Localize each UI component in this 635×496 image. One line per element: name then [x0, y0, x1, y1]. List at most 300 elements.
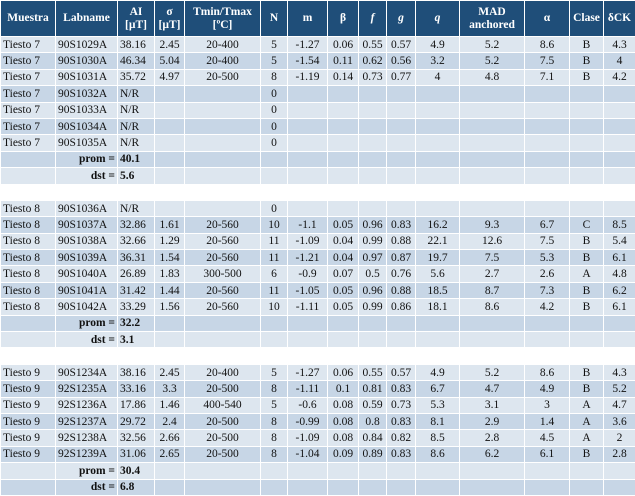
cell-beta: 0.08 [328, 430, 359, 446]
cell-mad: 6.2 [460, 446, 525, 462]
summary-empty-cell [155, 151, 185, 167]
cell-g [387, 135, 416, 151]
cell-beta: 0.07 [328, 266, 359, 282]
cell-m: -1.27 [288, 364, 328, 380]
cell-f [359, 200, 387, 216]
cell-m: -1.09 [288, 233, 328, 249]
cell-dck: 5.2 [604, 381, 635, 397]
cell-f: 0.96 [359, 282, 387, 298]
summary-empty-cell [155, 315, 185, 331]
cell-tmin: 20-560 [185, 299, 261, 315]
cell-n: 8 [261, 430, 288, 446]
cell-ai: 31.06 [118, 446, 155, 462]
cell-mad: 8.6 [460, 299, 525, 315]
cell-f: 0.62 [359, 53, 387, 69]
cell-f: 0.89 [359, 446, 387, 462]
cell-clase [570, 118, 604, 134]
cell-muestra: Tiesto 7 [1, 102, 56, 118]
cell-muestra: Tiesto 8 [1, 200, 56, 216]
summary-empty-cell [460, 332, 525, 348]
summary-empty-cell [604, 332, 635, 348]
cell-labname: 92S1235A [56, 381, 118, 397]
cell-muestra: Tiesto 7 [1, 135, 56, 151]
summary-empty-cell [460, 479, 525, 495]
cell-ai: 31.42 [118, 282, 155, 298]
summary-value: 6.8 [118, 479, 155, 495]
cell-mad: 2.7 [460, 266, 525, 282]
cell-q [416, 118, 460, 134]
cell-q: 18.1 [416, 299, 460, 315]
cell-labname: 90S1041A [56, 282, 118, 298]
cell-sigma: 2.66 [155, 430, 185, 446]
spacer-row [1, 184, 635, 200]
cell-sigma: 2.45 [155, 37, 185, 53]
cell-q [416, 200, 460, 216]
cell-tmin [185, 86, 261, 102]
cell-g: 0.73 [387, 397, 416, 413]
cell-f: 0.8 [359, 413, 387, 429]
cell-tmin: 20-400 [185, 53, 261, 69]
cell-clase: A [570, 430, 604, 446]
cell-labname: 90S1032A [56, 86, 118, 102]
cell-sigma: 3.3 [155, 381, 185, 397]
cell-sigma: 1.46 [155, 397, 185, 413]
cell-q: 16.2 [416, 217, 460, 233]
cell-ai: 38.16 [118, 37, 155, 53]
cell-tmin: 20-500 [185, 446, 261, 462]
summary-empty-cell [387, 479, 416, 495]
cell-n: 11 [261, 282, 288, 298]
cell-n: 6 [261, 266, 288, 282]
cell-clase: A [570, 266, 604, 282]
cell-n: 8 [261, 446, 288, 462]
cell-g [387, 118, 416, 134]
summary-empty-cell [460, 463, 525, 479]
cell-muestra: Tiesto 8 [1, 250, 56, 266]
cell-g: 0.86 [387, 299, 416, 315]
cell-mad: 5.2 [460, 37, 525, 53]
cell-m [288, 102, 328, 118]
header-ai: AI [µT] [118, 1, 155, 37]
cell-alpha: 2.6 [525, 266, 570, 282]
summary-value: 32.2 [118, 315, 155, 331]
cell-q [416, 135, 460, 151]
cell-q: 4.9 [416, 37, 460, 53]
cell-clase: C [570, 217, 604, 233]
cell-m [288, 86, 328, 102]
cell-q: 8.1 [416, 413, 460, 429]
cell-f: 0.81 [359, 381, 387, 397]
cell-mad [460, 135, 525, 151]
summary-empty-cell [460, 315, 525, 331]
cell-ai: N/R [118, 86, 155, 102]
cell-f: 0.59 [359, 397, 387, 413]
summary-empty-cell [155, 463, 185, 479]
cell-tmin: 20-400 [185, 37, 261, 53]
cell-alpha: 4.9 [525, 381, 570, 397]
cell-muestra: Tiesto 7 [1, 118, 56, 134]
summary-empty-cell [570, 479, 604, 495]
table-row [1, 102, 635, 118]
cell-alpha [525, 135, 570, 151]
cell-labname: 90S1030A [56, 53, 118, 69]
cell-mad: 8.7 [460, 282, 525, 298]
summary-empty-cell [155, 479, 185, 495]
cell-m: -1.1 [288, 217, 328, 233]
cell-labname: 90S1040A [56, 266, 118, 282]
summary-empty-cell [328, 332, 359, 348]
cell-n: 5 [261, 37, 288, 53]
table-row [1, 430, 635, 446]
cell-muestra: Tiesto 8 [1, 266, 56, 282]
cell-dck: 4 [604, 53, 635, 69]
cell-beta [328, 118, 359, 134]
cell-sigma: 2.45 [155, 364, 185, 380]
cell-sigma [155, 102, 185, 118]
summary-empty-cell [460, 168, 525, 184]
cell-dck: 4.8 [604, 266, 635, 282]
summary-empty-cell [359, 151, 387, 167]
cell-clase: B [570, 69, 604, 85]
summary-empty-cell [185, 463, 261, 479]
cell-tmin [185, 102, 261, 118]
cell-n: 0 [261, 118, 288, 134]
summary-empty-cell [261, 315, 288, 331]
cell-q: 3.2 [416, 53, 460, 69]
cell-m: -0.9 [288, 266, 328, 282]
cell-mad: 2.9 [460, 413, 525, 429]
cell-ai: N/R [118, 118, 155, 134]
cell-labname: 90S1234A [56, 364, 118, 380]
header-f: f [359, 1, 387, 37]
summary-empty-cell [604, 315, 635, 331]
cell-g: 0.76 [387, 266, 416, 282]
cell-mad: 5.2 [460, 53, 525, 69]
cell-f: 0.99 [359, 233, 387, 249]
cell-ai: 32.86 [118, 217, 155, 233]
cell-tmin: 20-500 [185, 381, 261, 397]
cell-clase: B [570, 446, 604, 462]
summary-empty-cell [328, 479, 359, 495]
cell-beta: 0.08 [328, 413, 359, 429]
cell-beta [328, 86, 359, 102]
cell-labname: 90S1029A [56, 37, 118, 53]
summary-empty-cell [359, 463, 387, 479]
cell-m: -1.19 [288, 69, 328, 85]
summary-empty-cell [525, 332, 570, 348]
cell-mad [460, 118, 525, 134]
summary-empty-cell [328, 463, 359, 479]
cell-g: 0.87 [387, 250, 416, 266]
cell-n: 8 [261, 69, 288, 85]
summary-empty-cell [185, 315, 261, 331]
cell-clase: B [570, 233, 604, 249]
cell-n: 8 [261, 413, 288, 429]
summary-empty-cell [288, 332, 328, 348]
cell-f: 0.99 [359, 299, 387, 315]
summary-empty-cell [359, 479, 387, 495]
cell-beta: 0.1 [328, 381, 359, 397]
cell-tmin [185, 118, 261, 134]
cell-clase: B [570, 53, 604, 69]
summary-value: 40.1 [118, 151, 155, 167]
cell-dck: 6.1 [604, 299, 635, 315]
cell-dck [604, 118, 635, 134]
cell-tmin: 20-400 [185, 364, 261, 380]
summary-empty-cell [460, 151, 525, 167]
summary-empty-cell [185, 168, 261, 184]
cell-clase: B [570, 299, 604, 315]
cell-sigma: 5.04 [155, 53, 185, 69]
cell-dck: 8.5 [604, 217, 635, 233]
cell-beta: 0.14 [328, 69, 359, 85]
cell-muestra: Tiesto 9 [1, 364, 56, 380]
summary-empty-cell [604, 479, 635, 495]
cell-labname: 92S1238A [56, 430, 118, 446]
cell-q: 19.7 [416, 250, 460, 266]
table-row [1, 381, 635, 397]
summary-empty-cell [359, 315, 387, 331]
cell-g: 0.83 [387, 413, 416, 429]
cell-muestra: Tiesto 8 [1, 233, 56, 249]
header-labname: Labname [56, 1, 118, 37]
cell-n: 11 [261, 250, 288, 266]
cell-sigma: 1.61 [155, 217, 185, 233]
summary-empty-cell [1, 463, 56, 479]
table-row [1, 217, 635, 233]
cell-ai: 35.72 [118, 69, 155, 85]
cell-beta [328, 135, 359, 151]
summary-empty-cell [525, 463, 570, 479]
cell-alpha: 1.4 [525, 413, 570, 429]
cell-ai: 33.16 [118, 381, 155, 397]
cell-f: 0.73 [359, 69, 387, 85]
cell-clase [570, 200, 604, 216]
cell-g: 0.83 [387, 217, 416, 233]
cell-sigma: 2.4 [155, 413, 185, 429]
header-muestra: Muestra [1, 1, 56, 37]
cell-g: 0.57 [387, 364, 416, 380]
cell-sigma [155, 135, 185, 151]
summary-empty-cell [387, 332, 416, 348]
header-mad: MAD anchored [460, 1, 525, 37]
cell-f [359, 135, 387, 151]
cell-beta: 0.04 [328, 233, 359, 249]
cell-f: 0.84 [359, 430, 387, 446]
cell-n: 5 [261, 53, 288, 69]
summary-empty-cell [288, 168, 328, 184]
table-row [1, 37, 635, 53]
summary-empty-cell [525, 479, 570, 495]
cell-g: 0.57 [387, 37, 416, 53]
header-n: N [261, 1, 288, 37]
cell-beta: 0.08 [328, 397, 359, 413]
cell-g [387, 102, 416, 118]
cell-mad [460, 86, 525, 102]
cell-mad: 9.3 [460, 217, 525, 233]
cell-sigma: 2.65 [155, 446, 185, 462]
cell-clase: B [570, 364, 604, 380]
summary-empty-cell [570, 463, 604, 479]
table-row [1, 282, 635, 298]
cell-dck: 6.2 [604, 282, 635, 298]
cell-sigma: 1.56 [155, 299, 185, 315]
summary-empty-cell [604, 151, 635, 167]
cell-m [288, 135, 328, 151]
cell-ai: 26.89 [118, 266, 155, 282]
cell-m: -1.11 [288, 299, 328, 315]
cell-muestra: Tiesto 9 [1, 413, 56, 429]
header-clase: Clase [570, 1, 604, 37]
cell-alpha: 3 [525, 397, 570, 413]
cell-ai: 29.72 [118, 413, 155, 429]
cell-labname: 90S1035A [56, 135, 118, 151]
table-row [1, 200, 635, 216]
summary-label: dst = [56, 168, 118, 184]
summary-empty-cell [328, 315, 359, 331]
summary-empty-cell [525, 315, 570, 331]
cell-m [288, 118, 328, 134]
cell-clase [570, 135, 604, 151]
table-row [1, 135, 635, 151]
cell-f: 0.55 [359, 364, 387, 380]
table-row [1, 69, 635, 85]
cell-clase: B [570, 282, 604, 298]
summary-empty-cell [288, 463, 328, 479]
summary-empty-cell [570, 332, 604, 348]
cell-alpha [525, 102, 570, 118]
summary-row [1, 315, 635, 331]
cell-g: 0.83 [387, 446, 416, 462]
summary-empty-cell [604, 168, 635, 184]
summary-empty-cell [261, 332, 288, 348]
cell-labname: 90S1031A [56, 69, 118, 85]
cell-q: 5.6 [416, 266, 460, 282]
cell-m: -1.54 [288, 53, 328, 69]
cell-labname: 92S1237A [56, 413, 118, 429]
cell-ai: 46.34 [118, 53, 155, 69]
cell-beta: 0.05 [328, 217, 359, 233]
summary-empty-cell [155, 332, 185, 348]
cell-dck [604, 135, 635, 151]
cell-muestra: Tiesto 9 [1, 430, 56, 446]
cell-clase: B [570, 37, 604, 53]
summary-row [1, 463, 635, 479]
cell-ai: N/R [118, 135, 155, 151]
cell-mad [460, 102, 525, 118]
cell-f: 0.96 [359, 217, 387, 233]
summary-label: prom = [56, 151, 118, 167]
cell-beta: 0.04 [328, 250, 359, 266]
summary-empty-cell [288, 315, 328, 331]
table-row [1, 86, 635, 102]
cell-dck: 3.6 [604, 413, 635, 429]
summary-empty-cell [1, 479, 56, 495]
table-row [1, 266, 635, 282]
cell-f: 0.5 [359, 266, 387, 282]
summary-row [1, 479, 635, 495]
cell-m: -0.6 [288, 397, 328, 413]
summary-row [1, 332, 635, 348]
header-alpha: α [525, 1, 570, 37]
cell-q: 18.5 [416, 282, 460, 298]
cell-beta [328, 102, 359, 118]
cell-beta: 0.09 [328, 446, 359, 462]
cell-muestra: Tiesto 7 [1, 86, 56, 102]
cell-tmin: 400-540 [185, 397, 261, 413]
cell-ai: 32.66 [118, 233, 155, 249]
cell-alpha: 4.5 [525, 430, 570, 446]
summary-empty-cell [1, 315, 56, 331]
summary-empty-cell [261, 463, 288, 479]
cell-muestra: Tiesto 9 [1, 446, 56, 462]
table-row [1, 413, 635, 429]
cell-q: 8.5 [416, 430, 460, 446]
cell-tmin: 20-560 [185, 233, 261, 249]
cell-dck: 2 [604, 430, 635, 446]
cell-clase [570, 86, 604, 102]
cell-sigma: 1.29 [155, 233, 185, 249]
cell-clase [570, 102, 604, 118]
cell-dck: 4.2 [604, 69, 635, 85]
summary-empty-cell [570, 168, 604, 184]
cell-muestra: Tiesto 8 [1, 282, 56, 298]
cell-ai: 32.56 [118, 430, 155, 446]
cell-m: -1.04 [288, 446, 328, 462]
cell-dck: 4.3 [604, 364, 635, 380]
summary-value: 3.1 [118, 332, 155, 348]
summary-empty-cell [387, 151, 416, 167]
summary-empty-cell [604, 463, 635, 479]
cell-n: 10 [261, 217, 288, 233]
cell-m: -1.21 [288, 250, 328, 266]
cell-muestra: Tiesto 7 [1, 37, 56, 53]
summary-empty-cell [1, 168, 56, 184]
table-row [1, 233, 635, 249]
summary-empty-cell [261, 151, 288, 167]
header-q: q [416, 1, 460, 37]
cell-labname: 90S1033A [56, 102, 118, 118]
table-row [1, 446, 635, 462]
cell-g [387, 86, 416, 102]
cell-g: 0.83 [387, 381, 416, 397]
cell-dck [604, 86, 635, 102]
summary-empty-cell [359, 168, 387, 184]
cell-tmin [185, 200, 261, 216]
summary-row [1, 168, 635, 184]
cell-dck: 2.8 [604, 446, 635, 462]
cell-labname: 90S1037A [56, 217, 118, 233]
summary-empty-cell [416, 463, 460, 479]
cell-tmin: 20-560 [185, 250, 261, 266]
cell-alpha: 7.3 [525, 282, 570, 298]
cell-clase: B [570, 250, 604, 266]
cell-alpha: 6.1 [525, 446, 570, 462]
summary-empty-cell [359, 332, 387, 348]
cell-alpha [525, 200, 570, 216]
cell-n: 5 [261, 364, 288, 380]
cell-n: 0 [261, 200, 288, 216]
cell-g: 0.88 [387, 233, 416, 249]
cell-muestra: Tiesto 7 [1, 69, 56, 85]
cell-mad [460, 200, 525, 216]
summary-empty-cell [416, 315, 460, 331]
cell-g: 0.77 [387, 69, 416, 85]
header-tmin-tmax: Tmin/Tmax [ºC] [185, 1, 261, 37]
cell-m: -1.11 [288, 381, 328, 397]
cell-tmin: 20-500 [185, 69, 261, 85]
table-header [1, 1, 635, 37]
